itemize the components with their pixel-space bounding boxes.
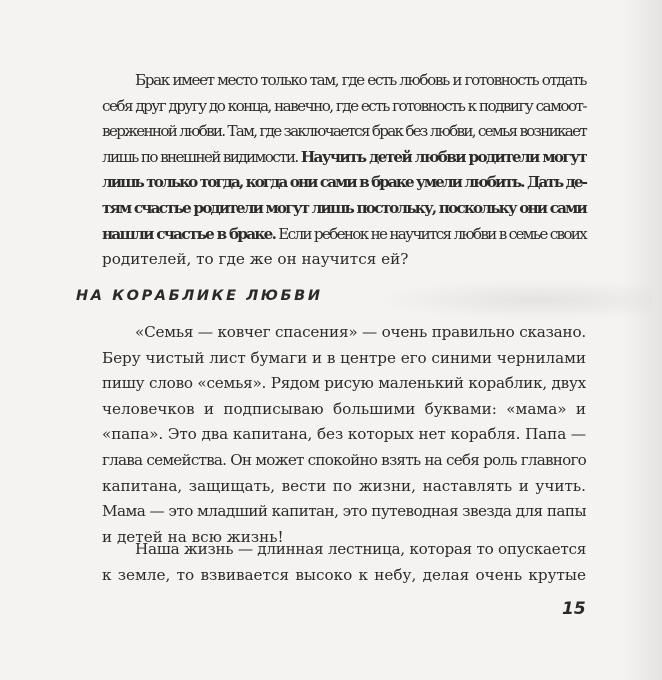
- text-line: верженной любви. Там, где заключается брак без любви, семья возникает: [102, 122, 586, 141]
- page-edge-shadow: [622, 0, 662, 680]
- bold-emphasis: Научить детей любви родители могут: [300, 147, 586, 166]
- text-line: нашли счастье в браке. Если ребенок не научится любви в семье своих: [102, 224, 586, 243]
- text-line: и детей на всю жизнь!: [102, 527, 284, 546]
- text-line: [102, 196, 586, 222]
- text-line: капитана, защищать, вести по жизни, наставлять и учить.: [102, 476, 586, 495]
- show-through-bleed: [372, 280, 652, 320]
- text-line: «Семья — ковчег спасения» — очень правильно сказано.: [135, 323, 586, 341]
- page-number: 15: [562, 599, 586, 619]
- bold-emphasis: тям счастье родители могут лишь постольку, поскольку они сами: [102, 198, 586, 217]
- bold-emphasis: нашли счастье в браке.: [102, 224, 276, 243]
- section-heading: НА КОРАБЛИКЕ ЛЮБВИ: [76, 288, 323, 304]
- text-line: себя друг другу до конца, навечно, где есть готовность к подвигу самоот-: [102, 96, 586, 115]
- text-line: родителей, то где же он научится ей?: [102, 250, 409, 269]
- text-line: к земле, то взвивается высоко к небу, делая очень крутые: [102, 565, 586, 584]
- text-line: глава семейства. Он может спокойно взять на себя роль главного: [102, 450, 586, 469]
- text-line: Наша жизнь — длинная лестница, которая то опускается: [135, 540, 586, 558]
- text-line: «папа». Это два капитана, без которых нет корабля. Папа —: [102, 425, 586, 444]
- bold-emphasis: лишь только тогда, когда они сами в браке умели любить. Дать де-: [102, 173, 586, 192]
- paragraph-marriage: [102, 68, 586, 273]
- text-line: лишь по внешней видимости. Научить детей любви родители могут: [102, 147, 586, 166]
- text-line: Мама — это младший капитан, это путеводная звезда для папы: [102, 502, 587, 521]
- text-line: [102, 170, 586, 196]
- text-line: пишу слово «семья». Рядом рисую маленький кораблик, двух: [102, 374, 587, 393]
- paragraph-ladder: [102, 537, 586, 588]
- paragraph-ship: [102, 320, 586, 550]
- text-line: Брак имеет место только там, где есть любовь и готовность отдать: [135, 71, 586, 89]
- text-line: человечков и подписываю большими буквами: «мама» и: [102, 399, 586, 418]
- text-line: Беру чистый лист бумаги и в центре его синими чернилами: [102, 348, 586, 367]
